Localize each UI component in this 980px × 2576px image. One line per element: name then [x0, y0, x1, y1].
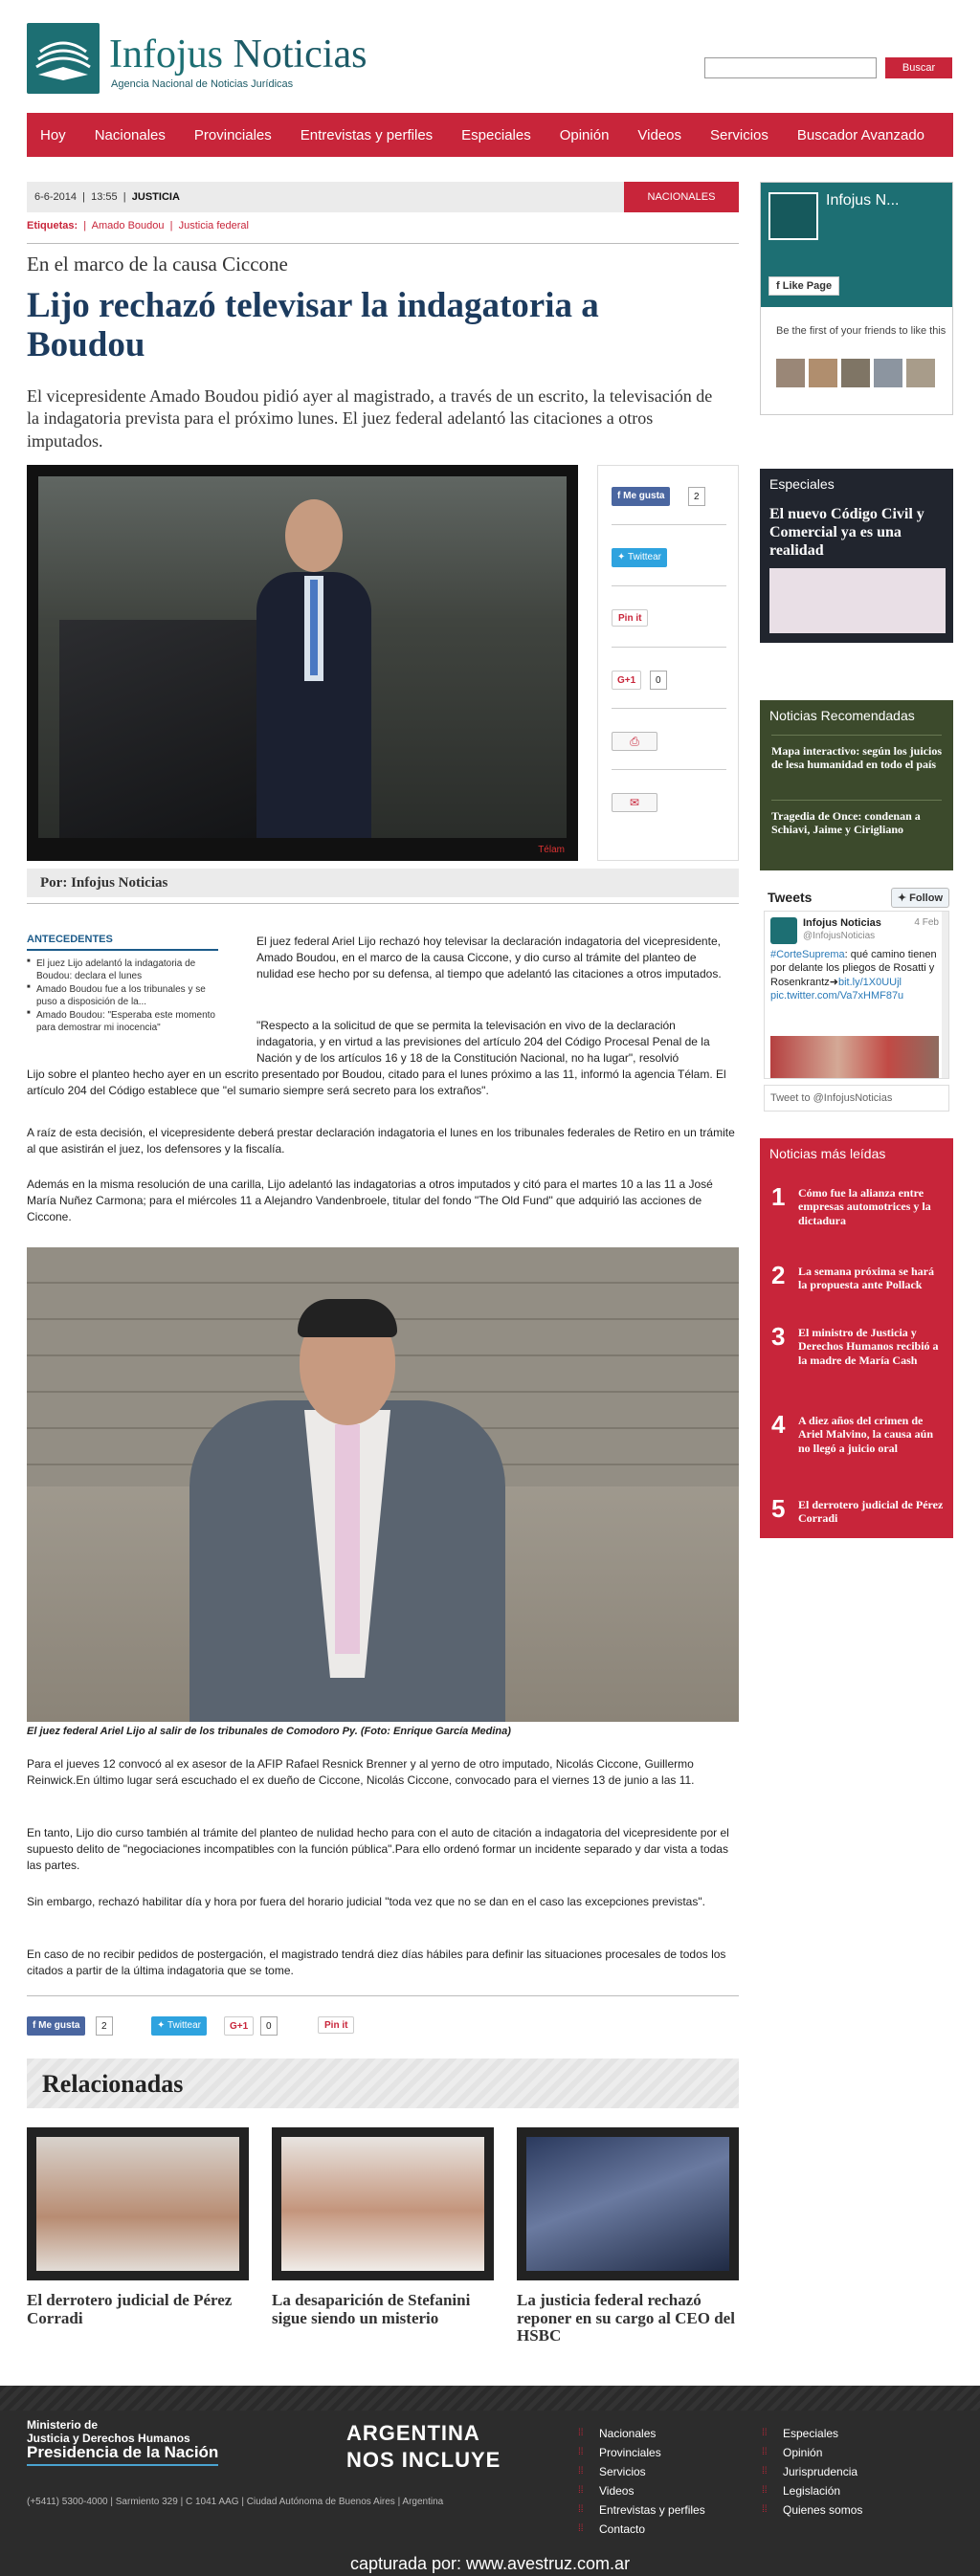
footer-link[interactable]: Contacto: [599, 2522, 646, 2536]
related-card-title: El derrotero judicial de Pérez Corradi: [27, 2291, 233, 2327]
facebook-page-logo: [768, 192, 818, 240]
antecedente-link[interactable]: El juez Lijo adelantó la indagatoria de Boudou: declara el lunes: [36, 958, 196, 981]
recomendada-link[interactable]: Mapa interactivo: según los juicios de lesa humanidad en todo el país: [771, 744, 942, 772]
article-paragraph: Lijo sobre el planteo hecho ayer en un escrito presentado por Boudou, citado para el lunes próximo a las 11, informó la agencia Télam. El artículo 204 del Código establece que "el sumario siempre será secreto para los extraños".: [27, 1068, 726, 1097]
logo-subtitle: Agencia Nacional de Noticias Jurídicas: [111, 78, 294, 90]
footer-link[interactable]: Entrevistas y perfiles: [599, 2503, 705, 2517]
facebook-icon: f: [617, 491, 621, 501]
site-header: [0, 0, 980, 113]
logo-title: Infojus Noticias: [109, 33, 368, 77]
related-image: [517, 2127, 739, 2280]
tweet-photo: [770, 1036, 939, 1079]
related-card-title: La justicia federal rechazó reponer en su cargo al CEO del HSBC: [517, 2291, 735, 2345]
related-card[interactable]: [272, 2127, 494, 2327]
antecedente-link[interactable]: Amado Boudou: "Esperaba este momento para demostrar mi inocencia": [36, 1010, 215, 1033]
google-plus-button[interactable]: G+1: [612, 671, 641, 690]
footer-link[interactable]: Quienes somos: [783, 2503, 863, 2517]
google-plus-button[interactable]: G+1: [224, 2016, 254, 2036]
tag-link[interactable]: Justicia federal: [178, 220, 249, 231]
tweets-title: Tweets: [768, 890, 813, 905]
section-badge[interactable]: NACIONALES: [624, 182, 739, 212]
facebook-page-title: Infojus N...: [826, 192, 900, 209]
printer-icon: ⎙: [630, 735, 639, 748]
article-byline: Por: Infojus Noticias: [27, 869, 739, 897]
tweet-link[interactable]: bit.ly/1X0UUjl: [837, 976, 902, 988]
especiales-image: [769, 568, 946, 633]
argentina-incluye-logo: ARGENTINA NOS INCLUYE: [346, 2421, 501, 2472]
recomendadas-box: [760, 700, 953, 870]
related-title: Relacionadas: [42, 2070, 184, 2098]
mas-leidas-box: Noticias más leídas 1 Cómo fue la alianza entre empresas automotrices y la dictadura 2 La semana próxima se hará la propuesta ante Pollack 3 El ministro de Justicia y Derechos Humanos recibió a la madre de María Cash 4 A diez años del crimen de Ariel Malvino, la causa aún no llegó a juicio oral 5 El derrotero judicial de Pérez Corradi: [760, 1138, 953, 1538]
article-paragraph: Además en la misma resolución de una carilla, Lijo adelantó las indagatorias a otros imputados y citó para el martes 10 a las 11 a José María Nuñez Carmona; para el miércoles 11 a Alejandro Vandenbroele, titular del fondo "The Old Fund" que adquirió las acciones de Ciccone.: [27, 1178, 713, 1223]
article-kicker: En el marco de la causa Ciccone: [27, 253, 288, 275]
pinterest-button[interactable]: Pin it: [318, 2016, 354, 2034]
twitter-widget: [760, 882, 953, 1119]
article-headline: Lijo rechazó televisar la indagatoria a Boudou: [27, 286, 599, 364]
friend-avatar: [841, 359, 870, 387]
article-date: 6-6-2014: [34, 191, 78, 203]
related-card[interactable]: [27, 2127, 249, 2327]
related-image: [27, 2127, 249, 2280]
email-button[interactable]: [612, 793, 657, 812]
especiales-box: [760, 469, 953, 643]
footer-link[interactable]: Especiales: [783, 2427, 839, 2440]
mas-leidas-title: Noticias más leídas: [769, 1146, 886, 1161]
divider: [27, 903, 739, 904]
antecedentes-title: ANTECEDENTES: [27, 934, 218, 951]
capture-watermark: capturada por: www.avestruz.com.ar: [349, 2554, 631, 2573]
article-paragraph: Para el jueves 12 convocó al ex asesor de la AFIP Rafael Resnick Brenner y al yerno de otro imputado, Nicolás Ciccone, Guillermo Reinwick.En último lugar será escuchado el ex dueño de Ciccone, Nicolás Ciccone, convocado para el viernes 13 de junio a las 11.: [27, 1757, 695, 1787]
divider: [27, 1995, 739, 1996]
site-logo[interactable]: [27, 23, 390, 96]
tweet-to-input[interactable]: Tweet to @InfojusNoticias: [764, 1085, 949, 1112]
photo-scene: [38, 476, 567, 838]
footer-address: (+5411) 5300-4000 | Sarmiento 329 | C 1041 AAG | Ciudad Autónoma de Buenos Aires | Argentina: [27, 2497, 444, 2507]
google-plus-count: 0: [260, 2016, 278, 2036]
related-card[interactable]: [517, 2127, 739, 2345]
tweet-text: #CorteSuprema: qué camino tienen por delante los pliegos de Rosatti y Rosenkrantz➜bit.ly/1X0UUjl pic.twitter.com/Va7xHMF87u: [770, 949, 937, 1002]
footer-link[interactable]: Videos: [599, 2484, 635, 2498]
article-tags: Etiquetas: | Amado Boudou | Justicia federal: [27, 220, 249, 231]
friend-avatar: [906, 359, 935, 387]
article-paragraph: En tanto, Lijo dio curso también al trámite del planteo de nulidad hecho para con el auto de citación a indagatoria del vicepresidente por el supuesto delito de "negociaciones incompatibles con la función pública".Para ello ordenó formar un incidente separado y dar vista a todas las partes.: [27, 1826, 729, 1872]
tweet-author: Infojus Noticias: [803, 917, 881, 929]
article-time: 13:55: [91, 191, 118, 203]
nav-item-provinciales[interactable]: Provinciales: [193, 126, 272, 143]
tweet-hashtag[interactable]: #CorteSuprema: [770, 949, 845, 960]
footer-links-col1: [578, 2424, 705, 2539]
article-paragraph: "Respecto a la solicitud de que se permita la televisación en vivo de la declaración indagatoria, y en virtud a las previsiones del artículo 204 del Código Procesal Penal de la Nación y de los artículos 16 y 18 de la Constitución Nacional, no ha lugar", resolvió: [256, 1019, 710, 1065]
article-paragraph: A raíz de esta decisión, el vicepresidente deberá prestar declaración indagatoria el lunes en los tribunales federales de Retiro en un trámite al que asistirán el juez, los defensores y la fiscalía.: [27, 1126, 735, 1156]
recomendadas-title: Noticias Recomendadas: [769, 708, 915, 723]
tweet-timeline[interactable]: [764, 911, 949, 1079]
photo-caption: El juez federal Ariel Lijo al salir de los tribunales de Comodoro Py. (Foto: Enrique García Medina): [27, 1726, 511, 1737]
twitter-follow-button[interactable]: ✦ Follow: [891, 888, 949, 908]
twitter-share-button[interactable]: ✦ Twittear: [151, 2016, 207, 2036]
facebook-friends-text: Be the first of your friends to like this: [776, 325, 947, 337]
site-footer: [0, 2386, 980, 2576]
footer-link[interactable]: Provinciales: [599, 2446, 661, 2459]
article-lead: El vicepresidente Amado Boudou pidió ayer al magistrado, a través de un escrito, la televisación de la indagatoria prevista para el próximo lunes. El juez federal adelantó las citaciones a otros imputados.: [27, 386, 713, 451]
antecedente-link[interactable]: Amado Boudou fue a los tribunales y se puso a disposición de la...: [36, 984, 206, 1007]
recomendada-link[interactable]: Tragedia de Once: condenan a Schiavi, Jaime y Cirigliano: [771, 809, 921, 837]
mail-icon: ✉: [629, 796, 640, 809]
facebook-like-count: 2: [688, 487, 705, 506]
friend-avatar: [809, 359, 837, 387]
logo-book-icon: [27, 23, 100, 94]
tweet-handle: @InfojusNoticias: [803, 931, 876, 941]
article-second-photo: [27, 1247, 739, 1722]
facebook-widget: [760, 182, 953, 415]
tweet-scrollbar[interactable]: [942, 912, 949, 1079]
facebook-like-button[interactable]: f Me gusta: [612, 487, 670, 506]
ministerio-logo[interactable]: Ministerio de Justicia y Derechos Humanos: [27, 2418, 190, 2446]
tag-link[interactable]: Amado Boudou: [91, 220, 165, 231]
pinterest-button[interactable]: Pin it: [612, 609, 648, 627]
article-section: JUSTICIA: [131, 191, 180, 203]
presidencia-label: Presidencia de la Nación: [27, 2443, 218, 2466]
friend-avatar: [776, 359, 805, 387]
footer-link[interactable]: Legislación: [783, 2484, 841, 2498]
especiales-title: Especiales: [769, 476, 835, 492]
footer-links-col2: [762, 2424, 862, 2520]
article-paragraph: El juez federal Ariel Lijo rechazó hoy televisar la declaración indagatoria del vicepresidente, Amado Boudou, en el marco de la causa Ciccone, y dio curso al trámite del planteo de nulidad ese hecho por su defensa, al tiempo que adelantó las citaciones a otros imputados.: [256, 935, 722, 980]
search-input[interactable]: [704, 57, 877, 78]
photo-credit: Télam: [538, 845, 565, 855]
nav-item-nacionales[interactable]: Nacionales: [94, 126, 166, 143]
antecedentes-box: [27, 934, 218, 1036]
share-panel: [597, 465, 739, 861]
twitter-icon: ✦: [157, 2020, 166, 2031]
share-bar-bottom: [27, 2016, 739, 2037]
nav-item-buscador[interactable]: Buscador Avanzado: [796, 126, 925, 143]
related-header: [27, 2059, 739, 2108]
article-paragraph: Sin embargo, rechazó habilitar día y hora por fuera del horario judicial "toda vez que no se dan en el caso las excepciones previstas".: [27, 1895, 705, 1908]
article-main-photo: [27, 465, 578, 861]
especiales-headline[interactable]: El nuevo Código Civil y Comercial ya es una realidad: [769, 506, 924, 560]
related-image: [272, 2127, 494, 2280]
twitter-icon: ✦: [617, 552, 626, 562]
article-meta: 6-6-2014 | 13:55 | JUSTICIA: [34, 191, 180, 203]
nav-item-videos[interactable]: Videos: [637, 126, 682, 143]
footer-link[interactable]: Opinión: [783, 2446, 823, 2459]
footer-link[interactable]: Nacionales: [599, 2427, 657, 2440]
article-paragraph: En caso de no recibir pedidos de postergación, el magistrado tendrá diez días hábiles para definir las situaciones procesales de todos los citados a partir de la última indagatoria que se tome.: [27, 1948, 726, 1977]
tags-label: Etiquetas:: [27, 220, 78, 231]
facebook-icon: f: [33, 2020, 36, 2031]
footer-link[interactable]: Servicios: [599, 2465, 646, 2478]
google-plus-count: 0: [650, 671, 667, 690]
tweet-date: 4 Feb: [914, 917, 939, 928]
twitter-share-button[interactable]: ✦ Twittear: [612, 548, 667, 567]
facebook-like-button[interactable]: f Me gusta: [27, 2016, 85, 2036]
print-button[interactable]: [612, 732, 657, 751]
facebook-like-page-button[interactable]: f Like Page: [768, 276, 839, 296]
tweet-avatar: [770, 917, 797, 944]
footer-link[interactable]: Jurisprudencia: [783, 2465, 858, 2478]
facebook-icon: f: [776, 280, 780, 292]
twitter-icon: ✦: [897, 892, 907, 904]
nav-item-hoy[interactable]: Hoy: [40, 126, 66, 143]
nav-item-especiales[interactable]: Especiales: [461, 126, 531, 143]
friend-avatar: [874, 359, 902, 387]
nav-item-servicios[interactable]: Servicios: [710, 126, 768, 143]
divider: [27, 243, 739, 244]
nav-item-entrevistas[interactable]: Entrevistas y perfiles: [300, 126, 434, 143]
main-nav: [27, 113, 953, 157]
tweet-pic-link[interactable]: pic.twitter.com/Va7xHMF87u: [770, 989, 904, 1002]
nav-item-opinion[interactable]: Opinión: [559, 126, 610, 143]
related-card-title: La desaparición de Stefanini sigue siendo un misterio: [272, 2291, 471, 2327]
search-button[interactable]: Buscar: [885, 57, 952, 78]
article-meta-bar: [27, 182, 739, 212]
facebook-like-count: 2: [96, 2016, 113, 2036]
